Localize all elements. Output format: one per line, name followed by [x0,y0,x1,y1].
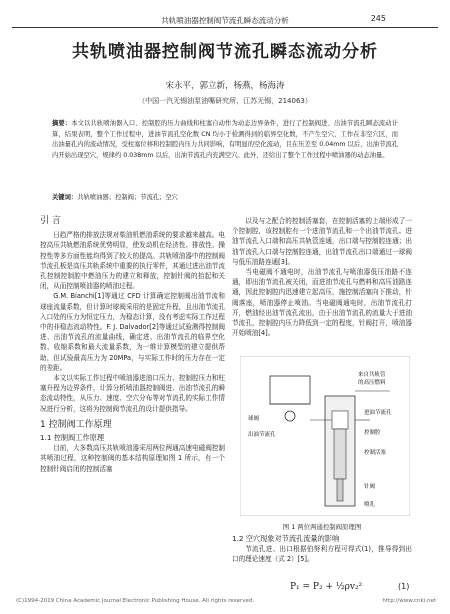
equation-number-1: (1) [398,582,410,591]
left-column [40,216,225,474]
right-paragraph-2: 当电磁阀不通电时，出油节流孔与喷油器低压油路不连通，即出油节流孔被关闭，而进油节流孔与燃料和高压油路连通，因此控制腔内迅速建立起高压，施控制活塞向下推动，针阀落座，喷油器停止喷油。当电磁阀通电时，出油节流孔打开，燃油经出油节流孔流出，由于出油节流孔的流量大于进油节流孔，控制腔内压力降低到一定的程度，针阀打开，喷油器开始喷油[4]。 [232,268,412,338]
control-chamber [332,411,348,429]
control-piston [334,429,346,479]
keywords [52,192,398,201]
figure-1-diagram [240,356,410,516]
abstract-label: 摘要： [52,120,72,127]
abstract-text: 本文以共轨喷油器入口、控制腔的压力曲线和柱塞自动作为动态边界条件，进行了控制阀进、出油节流孔瞬态流动计算，结果表明，整个工作过程中，进油节流孔空化数 CN 均小于检测得到的临界空化数，不产生空穴，工作在非空穴区，而出油量孔内的流动情况，受柱塞位移和控制腔内压力共同影响，有明显的空化流动，且在压差至 0.04mm 以后，出油节流孔内开始出现空穴，规律约 0.038mm 以后，出油节流孔内充满空穴。此外，还给出了整个工作过程中喷油器的动态油量。 [52,120,399,159]
label-piston: 控制活塞 [364,450,387,456]
header-rule [12,27,438,28]
page-footer [16,598,436,604]
section-1-2-heading: 1.2 空穴现象对节流孔流量的影响 [232,534,340,543]
affiliation: （中国一汽无锡油泵油嘴研究所，江苏无锡，214063） [138,97,312,105]
intro-heading: 引 言 [40,216,61,226]
right-paragraph-1: 以及与之配合的控制活塞套，在控制活塞的上端形成了一个控制腔，该控制腔有一个进油节流孔和一个出油节流孔。进油节流孔入口端和高压共轨管连通，出口端与控制腔连通；出油节流孔入口端与控制腔连通，出油节流孔出口端通过一球阀与低压油路连通[3]。 [232,217,412,266]
label-orifice-out: 出油节流孔 [248,432,276,438]
label-high-pressure-2: 的高压燃料 [358,380,386,386]
label-needle: 针阀 [364,484,376,490]
intro-paragraph-2: G.M. Bianchi[1]等通过 CFD 计算确定控制阀出油节流和球座流量系数，但计算时球阀采用的是固定升程，且出油节流孔入口处的压力为恒定压力，为稳态计算，没有考虑实际工作过程中的非稳态流动特性。F. J. Dalvador[2]等通过试验测得控制阀进、出油节流孔的流量曲线，确定进、出油节流孔的临界空化数、收缩系数和最大流量系数，为一维计算模型的建立提供帮助，但试验最高压力为 20MPa，与实际工作时的压力存在一定的差距。 [40,292,225,372]
label-ball: 球阀 [248,416,260,422]
label-seat: 喷孔 [364,502,376,508]
intro-paragraph-3: 本文以实际工作过程中喷油器进油口压力、控制腔压力和柱塞升程为边界条件，计算分析喷油器控制阀进、出油节流孔的瞬态流动特性，从压力、速度、空穴分布等对节流孔的实际工作情况进行分析，这将为控制阀节流孔的设计提供指导。 [40,374,225,413]
paper-title: 共轨喷油器控制阀节流孔瞬态流动分析 [72,42,378,62]
section-1-2-paragraph: 节流孔进、出口根据伯努利方程可得式(1)，推导得到出口的理论速度（式 2）[5]。 [232,545,412,564]
abstract [52,119,398,161]
section-1-heading: 1 控制阀工作原理 [40,419,112,430]
section-1-1-heading: 1.1 控制阀工作原理 [40,433,105,443]
right-column-lower [232,534,412,565]
label-high-pressure-1: 来自共轨管 [358,372,386,378]
copyright-text: (C)1994-2019 China Academic Journal Electronic Publishing House. All rights reserved. [16,598,255,604]
label-chamber: 控制腔 [364,430,381,436]
right-column [232,216,412,338]
equation-1: P₁ = P₂ + ½ρv₂² [290,582,363,592]
running-header [12,6,438,28]
page-number: 245 [370,14,386,23]
label-orifice-in: 进油节流孔 [364,410,392,416]
intro-paragraph-1: 日趋严格的排放法规对柴油机燃油系统的要求越来越高。电控高压共轨燃油系统优势明显，使发动机在经济性、排放性、操控性等多方面性能均得到了较大的提高。共轨喷油器中的控制阀节流孔板是高压共轨系统中重要的执行零件，其通过进出油节流孔控制控制腔中燃油压力的建立和释放，控制针阀的抬起和关闭，从而控制喷油器的喷油过程。 [40,231,225,291]
section-1-1-paragraph: 目前，大多数高压共轨喷油器采用两位两通高速电磁阀控制其喷油过程，这种控制阀的基本结构原理如图 1 所示，有一个控制针阀启闭的控制活塞 [40,444,225,473]
needle-valve [337,479,343,501]
keywords-text: 共轨喷油器；控制阀；节流孔；空穴 [77,194,178,201]
keywords-label: 关键词： [52,194,78,201]
authors: 宋永平，郭立新，杨燕，杨海涛 [165,81,285,91]
control-valve-schematic [240,356,410,516]
figure-1-caption: 图 1 两位两通控制阀原理图 [282,523,362,531]
footer-url: http://www.cnki.net [382,598,436,604]
running-title: 共轨喷油器控制阀节流孔瞬态流动分析 [161,16,289,25]
